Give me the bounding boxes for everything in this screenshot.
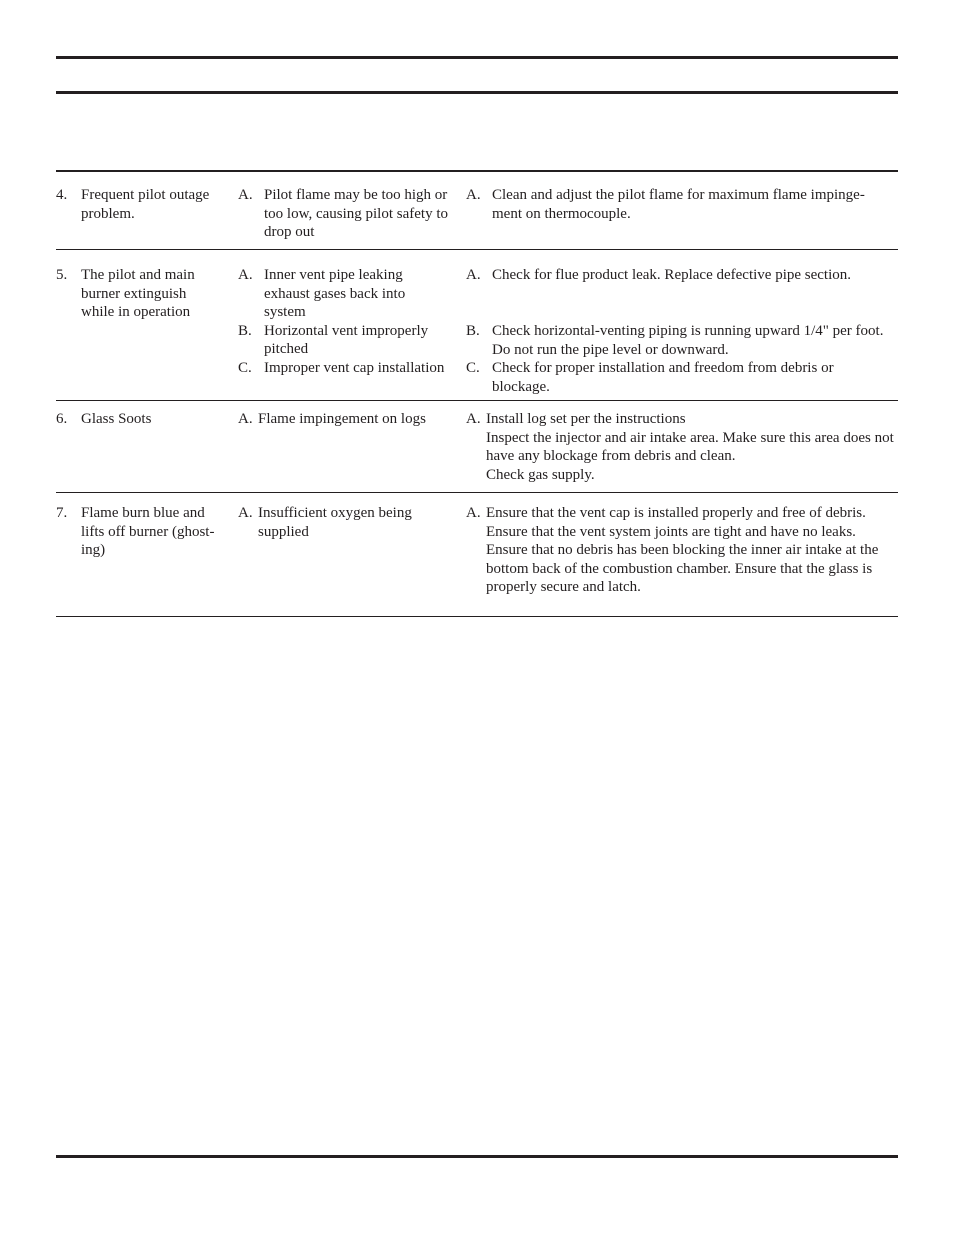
cause-letter: C. <box>238 359 252 376</box>
remedy-text: Clean and adjust the pilot flame for maximum flame impinge- ment on thermocouple. <box>492 187 865 222</box>
cause-letter: A. <box>238 187 253 203</box>
remedy-text: Check horizontal-venting piping is running upward 1/4" per foot. Do not run the pipe level or downward. <box>492 323 884 358</box>
remedy-letter: A. <box>466 267 481 283</box>
cause-text: Improper vent cap installation <box>264 359 445 376</box>
header-rule-top <box>56 56 898 59</box>
footer-rule <box>56 1155 898 1158</box>
problem-cell <box>56 186 238 249</box>
problem-text: Glass Soots <box>81 411 152 427</box>
cause-letter: B. <box>238 322 252 339</box>
remedy-line: Inspect the injector and air intake area. Make sure this area does not have any blockage from debris and clean. <box>486 429 894 465</box>
cause-cell <box>238 186 466 249</box>
problem-text: Frequent pilot outage problem. <box>81 187 210 222</box>
remedy-line: Install log set per the instructions <box>486 411 686 427</box>
table-row <box>56 250 898 401</box>
cause-letter: A. <box>238 267 253 283</box>
cause-cell <box>238 410 466 492</box>
row-number: 5. <box>56 267 68 283</box>
remedy-cell <box>466 266 898 400</box>
row-number: 7. <box>56 505 68 521</box>
table-row <box>56 172 898 250</box>
table-row <box>56 493 898 617</box>
cause-text: Insufficient oxygen being supplied <box>258 505 412 540</box>
remedy-cell <box>466 186 898 249</box>
cause-text: Inner vent pipe leaking exhaust gases back into system <box>264 267 406 321</box>
remedy-line: Ensure that no debris has been blocking the inner air intake at the bottom back of the combustion chamber. Ensure that the glass is properly secure and latch. <box>486 542 879 596</box>
remedy-letter: A. <box>466 411 481 427</box>
cause-text: Horizontal vent improperly pitched <box>264 322 429 358</box>
header-rule-bottom <box>56 91 898 94</box>
problem-cell <box>56 410 238 492</box>
cause-cell <box>238 266 466 400</box>
cause-letter: A. <box>238 411 253 427</box>
remedy-line: Check gas supply. <box>486 466 595 483</box>
remedy-letter: C. <box>466 360 480 377</box>
cause-text: Flame impingement on logs <box>258 411 426 427</box>
remedy-letter: A. <box>466 187 481 203</box>
remedy-line: Ensure that the vent cap is installed properly and free of debris. <box>486 505 866 521</box>
problem-cell <box>56 266 238 400</box>
cause-cell <box>238 504 466 616</box>
table-row <box>56 401 898 493</box>
remedy-letter: B. <box>466 323 480 339</box>
row-number: 4. <box>56 187 68 203</box>
remedy-cell <box>466 410 898 492</box>
remedy-line: Ensure that the vent system joints are tight and have no leaks. <box>486 523 856 540</box>
row-number: 6. <box>56 411 68 427</box>
remedy-text: Check for flue product leak. Replace defective pipe section. <box>492 267 852 283</box>
troubleshooting-table <box>56 172 898 617</box>
cause-text: Pilot flame may be too high or too low, causing pilot safety to drop out <box>264 187 448 241</box>
remedy-text: Check for proper installation and freedom from debris or blockage. <box>492 360 834 395</box>
problem-text: Flame burn blue and lifts off burner (ghost- ing) <box>81 505 215 559</box>
cause-letter: A. <box>238 505 253 521</box>
problem-text: The pilot and main burner extinguish while in operation <box>81 267 195 321</box>
remedy-letter: A. <box>466 505 481 521</box>
problem-cell <box>56 504 238 616</box>
remedy-cell <box>466 504 898 616</box>
